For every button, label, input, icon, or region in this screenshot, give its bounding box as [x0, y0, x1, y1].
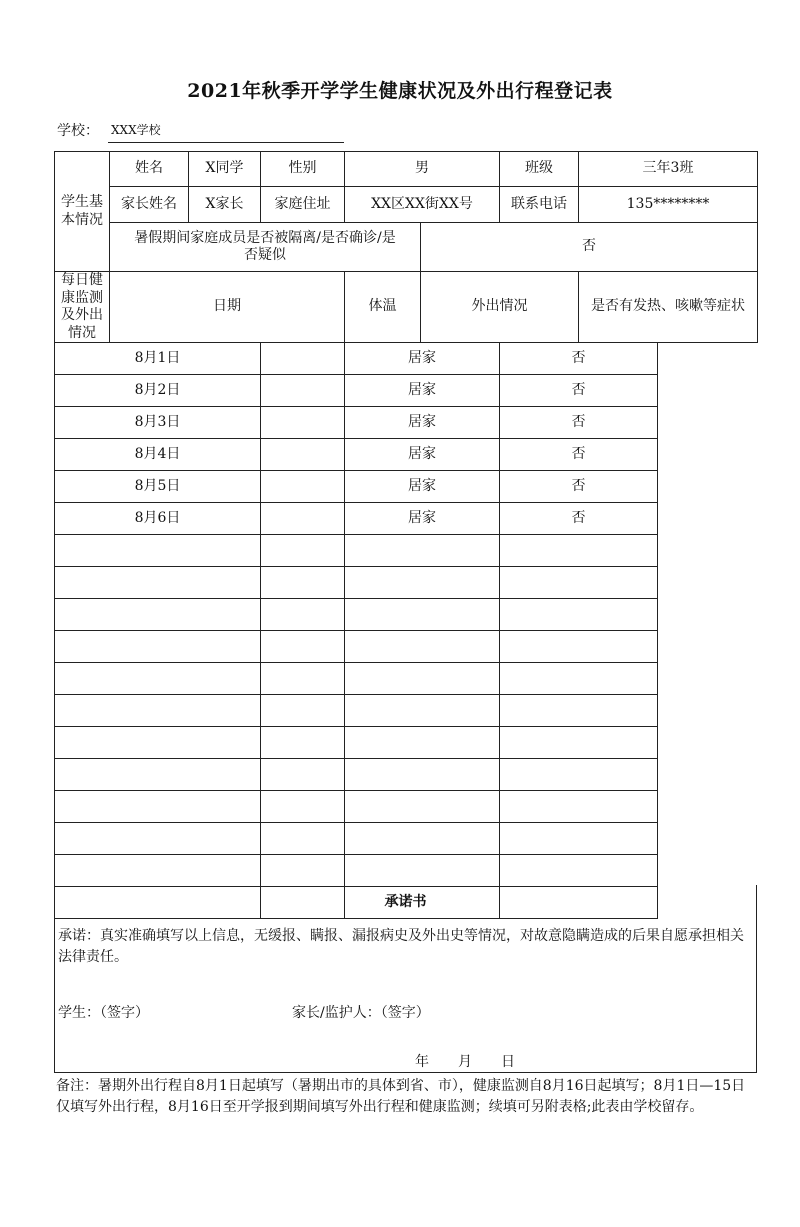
cell-temperature[interactable]	[261, 631, 345, 663]
table-row	[55, 471, 758, 503]
cell-temperature[interactable]	[261, 375, 345, 407]
parent-value[interactable]: X家长	[189, 187, 261, 223]
table-row	[55, 567, 758, 599]
basic-row-3	[55, 223, 758, 272]
cell-temperature[interactable]	[261, 343, 345, 375]
cell-outing[interactable]	[345, 695, 500, 727]
page-title: 2021年秋季开学学生健康状况及外出行程登记表	[187, 80, 613, 102]
table-row	[55, 791, 758, 823]
table-row	[55, 855, 758, 887]
cell-symptoms[interactable]	[500, 663, 658, 695]
cell-symptoms[interactable]: 否	[500, 503, 658, 535]
cell-date[interactable]	[55, 631, 261, 663]
cell-outing[interactable]: 居家	[345, 503, 500, 535]
table-row	[55, 695, 758, 727]
monitor-section-label: 每日健康监测及外出情况	[55, 272, 110, 343]
cell-symptoms[interactable]	[500, 823, 658, 855]
table-row	[55, 663, 758, 695]
header-date: 日期	[110, 272, 345, 343]
header-symptoms: 是否有发热、咳嗽等症状	[579, 272, 758, 343]
table-row	[55, 439, 758, 471]
cell-date[interactable]: 8月2日	[55, 375, 261, 407]
school-label: 学校：	[57, 123, 99, 139]
basic-row-2	[55, 187, 758, 223]
table-row	[55, 535, 758, 567]
basic-section-label: 学生基本情况	[55, 152, 110, 272]
cell-date[interactable]	[55, 727, 261, 759]
table-row	[55, 343, 758, 375]
table-row	[55, 503, 758, 535]
cell-date[interactable]	[55, 855, 261, 887]
cell-symptoms[interactable]	[500, 567, 658, 599]
cell-date[interactable]	[55, 791, 261, 823]
footnote: 备注：暑期外出行程自8月1日起填写（暑期出市的具体到省、市），健康监测自8月16日起填写；8月1日—15日仅填写外出行程，8月16日至开学报到期间填写外出行程和健康监测；续填可另附表格;此表由学校留存。	[56, 1078, 746, 1115]
cell-date[interactable]: 8月3日	[55, 407, 261, 439]
cell-outing[interactable]: 居家	[345, 407, 500, 439]
cell-outing[interactable]	[345, 567, 500, 599]
table-row	[55, 631, 758, 663]
cell-symptoms[interactable]	[500, 695, 658, 727]
date-year: 年	[415, 1054, 430, 1070]
gender-label: 性别	[261, 152, 345, 187]
pledge-section	[54, 885, 757, 1073]
header-temperature: 体温	[345, 272, 421, 343]
student-signature[interactable]: 学生：（签字）	[58, 1005, 149, 1021]
header-outing: 外出情况	[421, 272, 579, 343]
school-underline	[108, 142, 344, 143]
cell-temperature[interactable]	[261, 727, 345, 759]
cell-temperature[interactable]	[261, 823, 345, 855]
table-row	[55, 759, 758, 791]
cell-symptoms[interactable]	[500, 727, 658, 759]
cell-date[interactable]	[55, 695, 261, 727]
parent-label: 家长姓名	[110, 187, 189, 223]
cell-temperature[interactable]	[261, 855, 345, 887]
quarantine-value[interactable]: 否	[421, 223, 758, 272]
table-row	[55, 823, 758, 855]
table-row	[55, 599, 758, 631]
cell-outing[interactable]: 居家	[345, 343, 500, 375]
school-field	[57, 120, 161, 140]
gender-value[interactable]: 男	[345, 152, 500, 187]
cell-outing[interactable]: 居家	[345, 439, 500, 471]
cell-outing[interactable]: 居家	[345, 471, 500, 503]
cell-temperature[interactable]	[261, 439, 345, 471]
cell-outing[interactable]	[345, 791, 500, 823]
cell-symptoms[interactable]: 否	[500, 343, 658, 375]
monitor-rows	[55, 343, 758, 919]
cell-temperature[interactable]	[261, 695, 345, 727]
monitor-header-row	[55, 272, 758, 343]
cell-date[interactable]: 8月5日	[55, 471, 261, 503]
cell-temperature[interactable]	[261, 791, 345, 823]
cell-date[interactable]	[55, 759, 261, 791]
cell-symptoms[interactable]	[500, 759, 658, 791]
name-label: 姓名	[110, 152, 189, 187]
date-day: 日	[501, 1054, 516, 1070]
pledge-text: 承诺：真实准确填写以上信息，无缓报、瞒报、漏报病史及外出史等情况，对故意隐瞒造成的后果自愿承担相关法律责任。	[58, 928, 744, 965]
cell-outing[interactable]: 居家	[345, 375, 500, 407]
cell-temperature[interactable]	[261, 503, 345, 535]
school-value[interactable]: XXX学校	[111, 123, 161, 137]
cell-outing[interactable]	[345, 759, 500, 791]
cell-symptoms[interactable]: 否	[500, 375, 658, 407]
cell-date[interactable]	[55, 567, 261, 599]
class-label: 班级	[500, 152, 579, 187]
cell-outing[interactable]	[345, 727, 500, 759]
cell-outing[interactable]	[345, 823, 500, 855]
address-value[interactable]: XX区XX街XX号	[345, 187, 500, 223]
cell-outing[interactable]	[345, 855, 500, 887]
cell-temperature[interactable]	[261, 567, 345, 599]
cell-symptoms[interactable]	[500, 791, 658, 823]
cell-outing[interactable]	[345, 631, 500, 663]
parent-signature[interactable]: 家长/监护人：（签字）	[292, 1005, 430, 1021]
cell-date[interactable]	[55, 823, 261, 855]
cell-temperature[interactable]	[261, 599, 345, 631]
address-label: 家庭住址	[261, 187, 345, 223]
pledge-title: 承诺书	[384, 894, 427, 910]
cell-temperature[interactable]	[261, 407, 345, 439]
cell-symptoms[interactable]	[500, 599, 658, 631]
table-row	[55, 407, 758, 439]
phone-value[interactable]: 135********	[579, 187, 758, 223]
cell-temperature[interactable]	[261, 535, 345, 567]
cell-outing[interactable]	[345, 663, 500, 695]
cell-symptoms[interactable]	[500, 535, 658, 567]
cell-symptoms[interactable]	[500, 855, 658, 887]
date-month: 月	[458, 1054, 473, 1070]
name-value[interactable]: X同学	[189, 152, 261, 187]
cell-outing[interactable]	[345, 599, 500, 631]
phone-label: 联系电话	[500, 187, 579, 223]
registration-table	[54, 151, 758, 919]
sign-date[interactable]	[415, 1051, 544, 1071]
table-row	[55, 727, 758, 759]
quarantine-label: 暑假期间家庭成员是否被隔离/是否确诊/是否疑似	[110, 223, 421, 272]
cell-symptoms[interactable]	[500, 631, 658, 663]
cell-temperature[interactable]	[261, 663, 345, 695]
cell-date[interactable]	[55, 663, 261, 695]
cell-date[interactable]: 8月6日	[55, 503, 261, 535]
cell-outing[interactable]	[345, 535, 500, 567]
class-value[interactable]: 三年3班	[579, 152, 758, 187]
cell-symptoms[interactable]: 否	[500, 439, 658, 471]
cell-symptoms[interactable]: 否	[500, 407, 658, 439]
cell-symptoms[interactable]: 否	[500, 471, 658, 503]
cell-date[interactable]	[55, 599, 261, 631]
cell-date[interactable]	[55, 535, 261, 567]
cell-temperature[interactable]	[261, 759, 345, 791]
basic-row-1	[55, 152, 758, 187]
table-row	[55, 375, 758, 407]
cell-temperature[interactable]	[261, 471, 345, 503]
cell-date[interactable]: 8月4日	[55, 439, 261, 471]
cell-date[interactable]: 8月1日	[55, 343, 261, 375]
